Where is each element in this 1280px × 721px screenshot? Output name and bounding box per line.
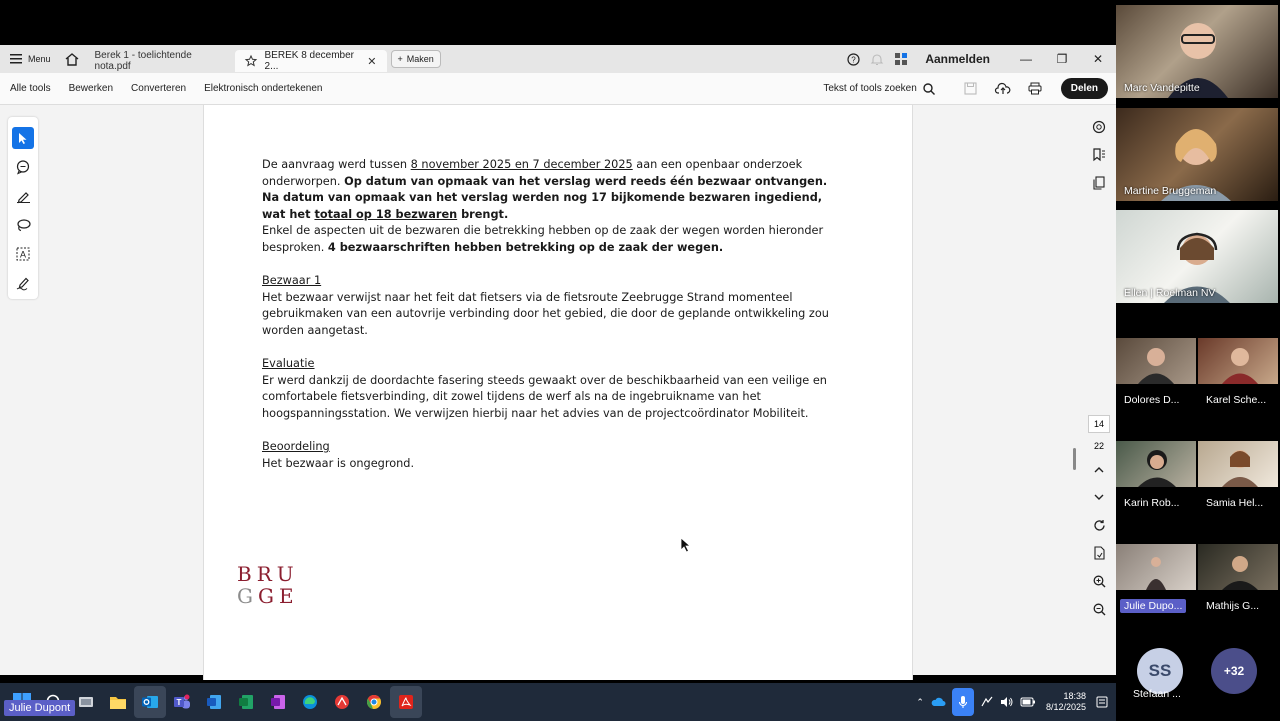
edge-app[interactable] xyxy=(294,686,326,718)
apps-grid-icon[interactable] xyxy=(889,53,913,66)
home-button[interactable] xyxy=(59,45,85,73)
participant-tile[interactable] xyxy=(1116,5,1278,98)
section-heading-objection: Bezwaar 1 xyxy=(262,274,322,288)
tab-label: Berek 1 - toelichtende nota.pdf xyxy=(94,50,192,72)
onedrive-icon[interactable] xyxy=(930,696,946,708)
chevron-down-icon[interactable] xyxy=(1094,483,1104,511)
search-icon xyxy=(923,83,935,95)
participant-name: Marc Vandepitte xyxy=(1124,82,1200,94)
battery-icon[interactable] xyxy=(1020,697,1036,707)
comment-plus-icon xyxy=(16,160,31,174)
self-participant-name: Julie Dupo... xyxy=(1120,599,1186,613)
pages-icon[interactable] xyxy=(1092,169,1106,197)
bookmarks-icon[interactable] xyxy=(1092,141,1106,169)
vpn-app[interactable] xyxy=(326,686,358,718)
text-run: aan een openbaar onderzoek onderworpen. xyxy=(262,158,803,188)
chevron-up-icon[interactable] xyxy=(1094,455,1104,483)
hamburger-icon xyxy=(10,54,22,64)
participant-tile[interactable] xyxy=(1198,544,1278,590)
page-total: 22 xyxy=(1093,441,1104,451)
participant-tile[interactable] xyxy=(1198,338,1278,384)
acrobat-titlebar xyxy=(0,45,1116,73)
participant-video-icon xyxy=(1222,550,1258,590)
objection-section xyxy=(262,273,837,339)
edit-link[interactable]: Bewerken xyxy=(68,83,114,94)
menu-button[interactable] xyxy=(0,45,59,73)
acrobat-app[interactable] xyxy=(390,686,422,718)
system-tray xyxy=(916,688,1116,716)
home-icon xyxy=(65,53,79,66)
participant-name: Karel Sche... xyxy=(1206,394,1267,406)
zoom-out-icon[interactable] xyxy=(1093,595,1106,623)
file-explorer-app[interactable] xyxy=(102,686,134,718)
refresh-icon[interactable] xyxy=(1093,511,1106,539)
sign-in-link[interactable]: Aanmelden xyxy=(925,52,990,66)
microphone-button[interactable] xyxy=(952,688,974,716)
folder-icon xyxy=(109,695,127,710)
bell-icon[interactable] xyxy=(865,53,889,66)
assessment-text: Het bezwaar is ongegrond. xyxy=(262,456,415,470)
lasso-icon xyxy=(16,218,31,232)
participant-name: Karin Rob... xyxy=(1124,497,1180,509)
signature-pen-icon xyxy=(16,276,31,290)
participant-avatar[interactable]: SS xyxy=(1137,648,1183,694)
network-icon[interactable] xyxy=(980,696,994,708)
document-text xyxy=(262,157,837,489)
logo-line-1: BRU xyxy=(237,562,299,586)
teams-icon xyxy=(173,694,191,710)
participant-video-icon xyxy=(1138,444,1176,487)
participant-tile[interactable] xyxy=(1198,441,1278,487)
onenote-app[interactable] xyxy=(262,686,294,718)
text-box-icon xyxy=(16,247,30,261)
onenote-icon xyxy=(270,694,286,710)
tools-search-label: Tekst of tools zoeken xyxy=(823,83,917,94)
select-tool-button[interactable] xyxy=(12,127,34,149)
participant-name: Mathijs G... xyxy=(1206,600,1260,612)
taskbar-clock[interactable] xyxy=(1046,691,1086,713)
pen-icon xyxy=(16,189,31,203)
evaluation-text: Er werd dankzij de doordachte fasering steeds gewaakt over de beschikbaarheid van een veilige en comfortabele fietsverbinding, dit zowel tijdens de werf als na de ingebruikname van het hoogspanningsstation. We verwijzen hierbij naar het advies van de projectcoördinator Mobiliteit. xyxy=(262,373,827,420)
tab-label: BEREK 8 december 2... xyxy=(264,50,355,72)
menu-label: Menu xyxy=(28,54,51,64)
logo-line-2a: G xyxy=(237,584,258,608)
save-icon[interactable] xyxy=(955,82,987,95)
word-icon xyxy=(206,694,222,710)
clock-date: 8/12/2025 xyxy=(1045,702,1086,712)
participant-name: Martine Bruggeman xyxy=(1124,185,1217,197)
teams-app[interactable] xyxy=(166,686,198,718)
outlook-icon xyxy=(141,694,159,710)
participants-panel xyxy=(1116,0,1280,720)
microphone-icon xyxy=(958,695,968,709)
close-tab-icon[interactable]: ✕ xyxy=(367,55,377,68)
excel-app[interactable] xyxy=(230,686,262,718)
clock-time: 18:38 xyxy=(1063,691,1086,701)
more-participants-button[interactable]: +32 xyxy=(1211,648,1257,694)
close-window-button[interactable]: ✕ xyxy=(1092,52,1104,66)
text-run-bold: Op datum van opmaak van het verslag werd reeds één bezwaar ontvangen. Na datum van opmaak van het verslag werden nog 17 bijkomende bezwaren ingediend, wat het xyxy=(262,174,828,221)
print-icon[interactable] xyxy=(1019,82,1051,95)
convert-link[interactable]: Converteren xyxy=(131,83,187,94)
participant-name: Samia Hel... xyxy=(1206,497,1264,509)
participant-tile[interactable] xyxy=(1116,108,1278,201)
outlook-app[interactable] xyxy=(134,686,166,718)
edge-icon xyxy=(302,694,318,710)
tab-toelichtende-nota[interactable] xyxy=(85,50,235,72)
ai-assistant-icon[interactable] xyxy=(1092,113,1106,141)
text-run-bold: brengt. xyxy=(457,207,509,221)
volume-icon[interactable] xyxy=(1000,696,1014,708)
participant-tile[interactable] xyxy=(1116,441,1196,487)
quick-tools-rail xyxy=(8,117,38,299)
participant-tile[interactable] xyxy=(1116,338,1196,384)
text-run: Enkel de aspecten uit de bezwaren die betrekking hebben op de zaak der wegen worden hieronder besproken. xyxy=(262,224,824,254)
draw-tool-button[interactable] xyxy=(12,214,34,236)
svg-text:?: ? xyxy=(851,55,856,64)
make-button[interactable] xyxy=(391,50,441,68)
evaluation-section xyxy=(262,356,837,422)
excel-icon xyxy=(238,694,254,710)
highlight-tool-button[interactable] xyxy=(12,185,34,207)
text-run-bold-underline: totaal op 18 bezwaren xyxy=(314,207,458,221)
acrobat-toolbar xyxy=(0,73,1116,105)
text-box-tool-button[interactable] xyxy=(12,243,34,265)
upload-cloud-icon[interactable] xyxy=(987,82,1019,95)
cursor-arrow-icon xyxy=(18,132,28,145)
right-side-rail xyxy=(1084,113,1114,673)
restore-button[interactable]: ❐ xyxy=(1056,52,1068,66)
page-export-icon[interactable] xyxy=(1093,539,1106,567)
share-button[interactable]: Delen xyxy=(1061,78,1108,99)
document-scrollbar[interactable] xyxy=(1073,448,1076,470)
star-icon[interactable] xyxy=(245,55,257,67)
logo-line-2b: GE xyxy=(257,584,299,608)
mouse-cursor-icon xyxy=(680,537,691,553)
page-number-input[interactable]: 14 xyxy=(1088,415,1110,433)
tools-search[interactable] xyxy=(823,83,934,95)
participant-name: Dolores D... xyxy=(1124,394,1180,406)
participant-tile[interactable] xyxy=(1116,210,1278,303)
pdf-page[interactable] xyxy=(203,105,913,680)
participant-name: Ellen | Roelman NV xyxy=(1124,287,1216,299)
text-run: De aanvraag werd tussen xyxy=(262,158,411,171)
sign-tool-button[interactable] xyxy=(12,272,34,294)
chrome-icon xyxy=(366,694,382,710)
section-heading-evaluation: Evaluatie xyxy=(262,357,315,371)
zoom-in-icon[interactable] xyxy=(1093,567,1106,595)
task-view-icon xyxy=(78,695,94,709)
minimize-button[interactable]: — xyxy=(1020,52,1032,66)
intro-paragraph xyxy=(262,157,837,257)
help-icon[interactable] xyxy=(841,53,865,66)
chevron-up-icon[interactable]: ⌃ xyxy=(916,696,924,707)
brugge-logo xyxy=(237,563,299,607)
assessment-section xyxy=(262,439,837,472)
make-label: Maken xyxy=(406,54,434,64)
self-video-tile[interactable] xyxy=(1116,544,1196,590)
objection-text: Het bezwaar verwijst naar het feit dat fietsers via de fietsroute Zeebrugge Strand momenteel gebruikmaken van een autovrije verbinding door het gebied, die door de geplande ontwikkeling zou worden aangetast. xyxy=(262,290,829,337)
participant-video-icon xyxy=(1222,343,1258,384)
participant-video-icon xyxy=(1222,445,1258,487)
comment-tool-button[interactable] xyxy=(12,156,34,178)
svg-text:T: T xyxy=(176,698,182,707)
presenter-label: Julie Dupont xyxy=(4,700,75,716)
participant-video-icon xyxy=(1144,552,1168,590)
text-run-dates: 8 november 2025 en 7 december 2025 xyxy=(410,158,633,171)
text-run-bold: 4 bezwaarschriften hebben betrekking op de zaak der wegen. xyxy=(327,240,724,254)
all-tools-link[interactable]: Alle tools xyxy=(10,83,51,94)
titlebar-right xyxy=(841,45,1116,73)
section-heading-assessment: Beoordeling xyxy=(262,440,330,454)
word-app[interactable] xyxy=(198,686,230,718)
e-sign-link[interactable]: Elektronisch ondertekenen xyxy=(204,83,323,94)
acrobat-icon xyxy=(398,694,414,710)
red-app-icon xyxy=(334,694,350,710)
notification-icon[interactable] xyxy=(1096,696,1108,708)
tab-berek-8-december[interactable] xyxy=(235,50,387,72)
participant-name: Stefaan ... xyxy=(1133,688,1181,700)
chrome-app[interactable] xyxy=(358,686,390,718)
participant-video-icon xyxy=(1138,343,1174,384)
plus-icon: + xyxy=(397,54,403,64)
windows-taskbar xyxy=(0,683,1116,721)
svg-text:A: A xyxy=(19,249,27,260)
